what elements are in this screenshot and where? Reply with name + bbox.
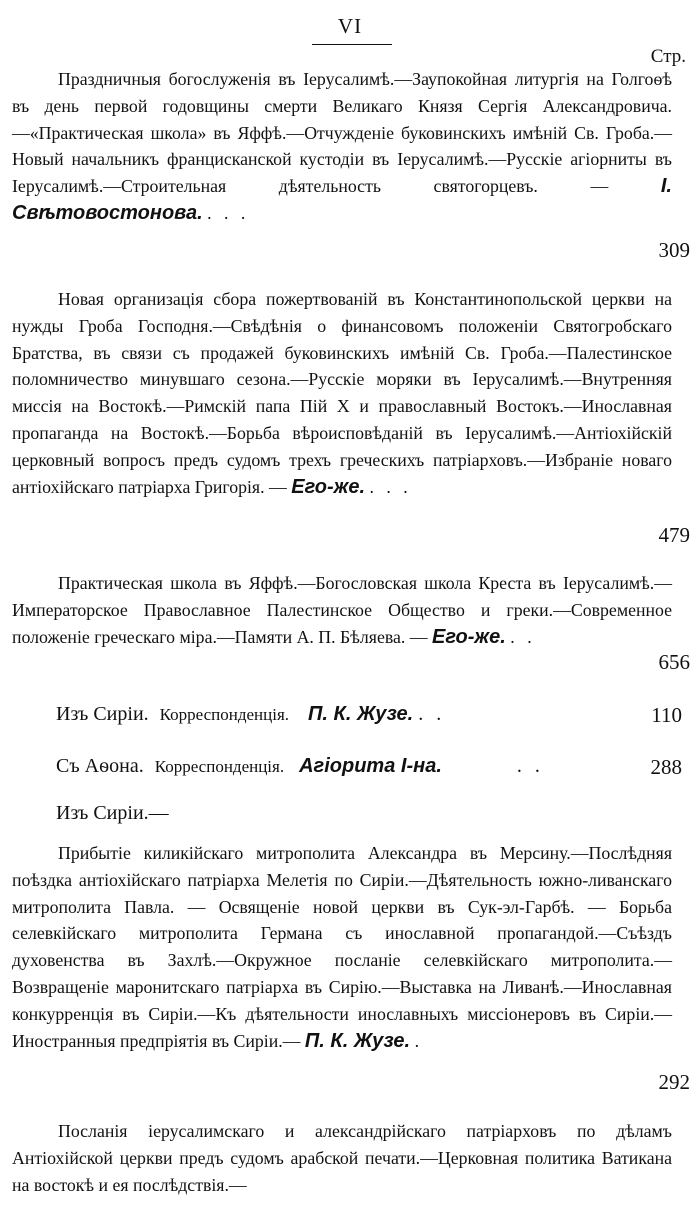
entry-page-number: 309 bbox=[658, 238, 690, 262]
entry-leader: . . . bbox=[369, 476, 412, 497]
entry-author: Его-же. bbox=[432, 625, 506, 648]
toc-entry bbox=[12, 1118, 672, 1198]
page-number: VI bbox=[337, 14, 363, 38]
single-entry-leader: . . bbox=[516, 755, 544, 777]
toc-entry bbox=[12, 570, 672, 650]
toc-single-entry bbox=[56, 755, 682, 779]
entry-author: І. Свѣтовостонова. bbox=[12, 175, 672, 224]
entry-text-block bbox=[12, 286, 672, 500]
entry-page-number: 479 bbox=[658, 523, 690, 547]
entry-text: Праздничныя богослуженія въ Іерусалимѣ.—Заупокойная литургія на Голгоѳѣ въ день первой годовщины смерти Великаго Князя Сергія Александровича.—«Практическая школа» въ Яффѣ.—Отчужденіе буковинскихъ имѣній Св. Гроба.—Новый начальникъ францисканской кустодіи въ Іерусалимѣ.—Русскіе агіорниты въ Іерусалимѣ.—Строительная дѣятельность святогорцевъ. — bbox=[12, 69, 672, 197]
single-entry-author: Агіорита І-на. bbox=[299, 755, 442, 777]
single-entry-title: Съ Аѳона. bbox=[56, 755, 144, 777]
single-entry-kind: Корреспонденція. bbox=[159, 705, 290, 724]
entry-text: Новая организація сбора пожертвованій въ Константинопольской церкви на нужды Гроба Господня.—Свѣдѣнія о финансовомъ положеніи Святогробскаго Братства, въ связи съ продажей буковинскихъ имѣній Св. Гроба.—Палестинское поломничество минувшаго сезона.—Русскіе моряки въ Іерусалимѣ.—Внутренняя миссія на Востокѣ.—Римскій папа Пій X и православный Востокъ.—Инославная пропаганда на Востокѣ.—Борьба вѣроисповѣданій въ Іерусалимѣ.—Антіохійскій церковный вопросъ предъ судомъ трехъ греческихъ патріарховъ.—Избраніе новаго антіохійскаго патріарха Григорія. — bbox=[12, 289, 672, 497]
entry-author: П. К. Жузе. bbox=[304, 1029, 411, 1052]
entry-text: Прибытіе киликійскаго митрополита Александра въ Мерсину.—Послѣдняя поѣздка антіохійскаго патріарха Мелетія по Сиріи.—Дѣятельность южно-ливанскаго митрополита Павла. — Освященіе новой церкви въ Сук-эл-Гарбѣ. — Борьба селевкійскаго митрополита Германа съ инославной пропагандой.—Съѣздъ духовенства въ Захлѣ.—Окружное посланіе селевкійскаго митрополита.—Возвращеніе маронитскаго патріарха въ Сирію.—Выставка на Ливанѣ.—Инославная конкурренція въ Сиріи.—Къ дѣятельности инославныхъ миссіонеровъ въ Сиріи.—Иностранныя предпріятія въ Сиріи.— bbox=[12, 843, 672, 1051]
entry-leader: . . . bbox=[207, 202, 250, 223]
entry-text-block bbox=[12, 1118, 672, 1198]
entry-page-number: 292 bbox=[658, 1070, 690, 1094]
single-entry-page-number: 110 bbox=[651, 703, 682, 727]
entry-leader: . . bbox=[510, 626, 536, 647]
entry-author: Его-же. bbox=[291, 475, 366, 498]
single-entry-kind: Корреспонденція. bbox=[154, 757, 285, 776]
toc-entry bbox=[12, 840, 672, 1054]
page-column-header: Стр. bbox=[650, 46, 686, 67]
entry-text-block bbox=[12, 66, 672, 227]
entry-text-block bbox=[12, 570, 672, 650]
entry-text: Посланія іерусалимскаго и александрійскаго патріарховъ по дѣламъ Антіохійской церкви предъ судомъ арабской печати.—Церковная политика Ватикана на востокѣ и ея послѣдствія.— bbox=[12, 1121, 672, 1195]
section-heading: Изъ Сиріи.— bbox=[56, 802, 169, 824]
toc-entry bbox=[12, 286, 672, 500]
entry-text-block bbox=[12, 840, 672, 1054]
toc-entry bbox=[12, 66, 672, 227]
entry-leader: . bbox=[414, 1030, 424, 1051]
single-entry-page-number: 288 bbox=[650, 755, 682, 779]
entry-text: Практическая школа въ Яффѣ.—Богословская школа Креста въ Іерусалимѣ.—Императорское Православное Палестинское Общество и греки.—Современное положеніе греческаго міра.—Памяти А. П. Бѣляева. — bbox=[12, 573, 672, 647]
toc-single-entry bbox=[56, 703, 682, 727]
single-entry-title: Изъ Сиріи. bbox=[56, 703, 149, 725]
single-entry-leader: . . bbox=[418, 703, 446, 725]
single-entry-author: П. К. Жузе. bbox=[308, 703, 414, 725]
header-rule bbox=[312, 44, 392, 45]
entry-page-number: 656 bbox=[658, 650, 690, 674]
